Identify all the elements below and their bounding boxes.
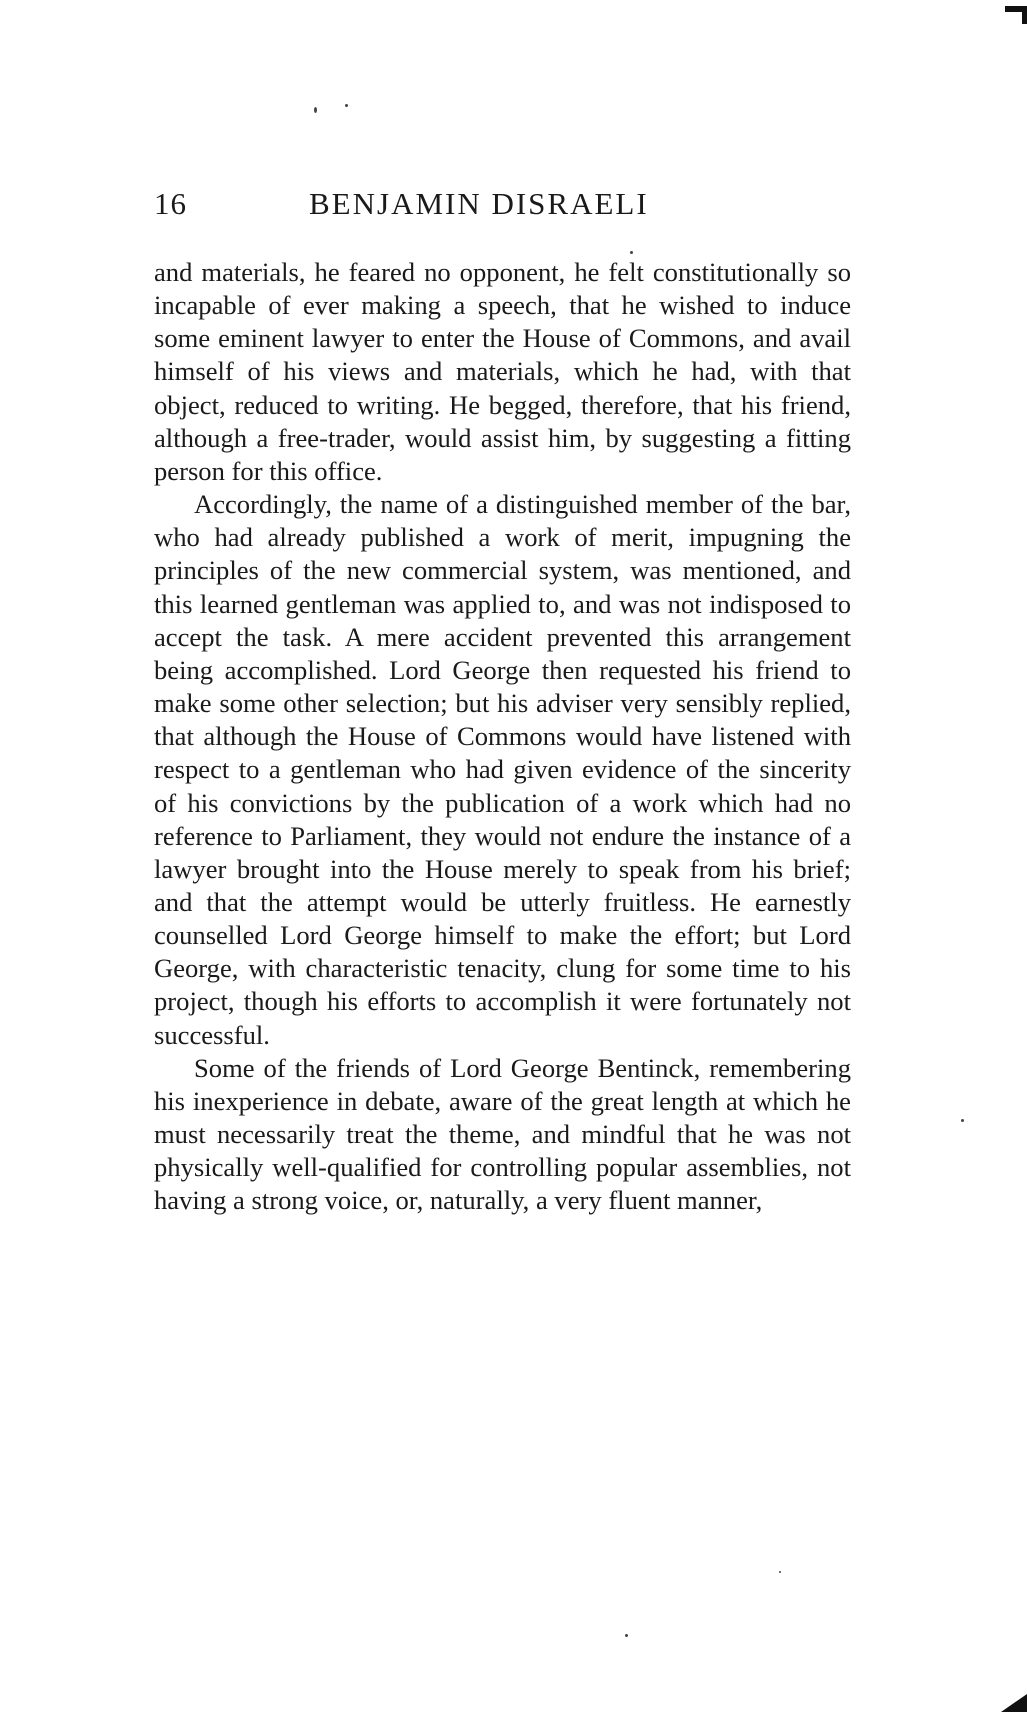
scan-speck: [345, 104, 348, 107]
page-header: [154, 186, 854, 230]
paragraph: Some of the friends of Lord George Bentinck, remembering his inexperience in debate, aware of the great length at which he must necessarily treat the theme, and mindful that he was not physically well-qualified for controlling popular assemblies, not having a strong voice, or, naturally, a very fluent manner,: [154, 1052, 851, 1216]
scan-speck: [961, 1119, 964, 1122]
running-head: BENJAMIN DISRAELI: [309, 186, 649, 221]
body-text: [154, 256, 851, 1218]
paragraph: Accordingly, the name of a distinguished member of the bar, who had already published a work of merit, impugning the principles of the new commercial system, was mentioned, and this learned gentleman was applied to, and was not indisposed to accept the task. A mere accident prevented this arrangement being accomplished. Lord George then requested his friend to make some other selection; but his adviser very sensibly replied, that although the House of Commons would have listened with respect to a gentleman who had given evidence of the sincerity of his convictions by the publication of a work which had no reference to Parliament, they would not endure the instance of a lawyer brought into the House merely to speak from his brief; and that the attempt would be utterly fruitless. He earnestly counselled Lord George himself to make the effort; but Lord George, with characteristic tenacity, clung for some time to his project, though his efforts to accomplish it were fortunately not successful.: [154, 489, 851, 1050]
page-number: 16: [154, 186, 187, 221]
scan-corner-mark: [1001, 1694, 1027, 1712]
scan-speck: [630, 251, 633, 254]
scan-speck: [779, 1571, 781, 1573]
scan-corner-mark: [1022, 6, 1027, 24]
scan-speck: [625, 1634, 628, 1637]
paragraph: and materials, he feared no opponent, he felt constitutionally so incapable of ever making a speech, that he wished to induce some eminent lawyer to enter the House of Commons, and avail himself of his views and materials, which he had, with that object, reduced to writing. He begged, therefore, that his friend, although a free-trader, would assist him, by suggesting a fitting person for this office.: [154, 257, 851, 486]
scan-speck: [314, 107, 317, 113]
